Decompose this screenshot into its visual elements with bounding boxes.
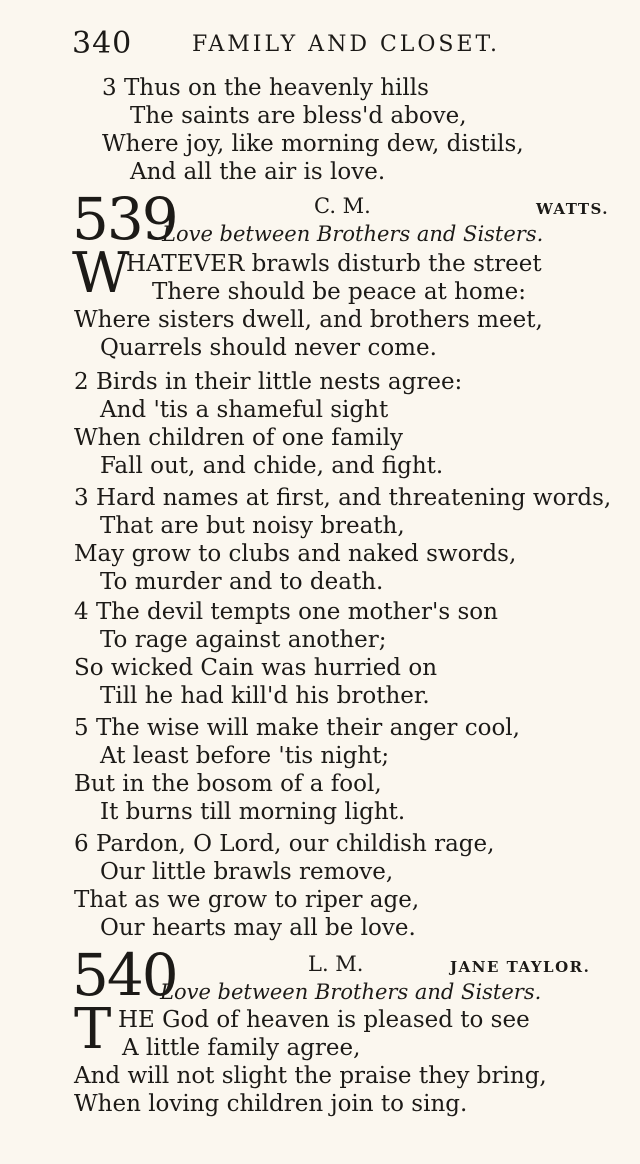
verse-line: And will not slight the praise they bring, bbox=[74, 1063, 547, 1089]
verse-line: When children of one family bbox=[74, 425, 404, 451]
verse-line: 4 The devil tempts one mother's son bbox=[74, 599, 498, 625]
verse-line: Quarrels should never come. bbox=[100, 335, 437, 361]
verse-line: 3 Thus on the heavenly hills bbox=[102, 75, 429, 101]
hymn-meter: L. M. bbox=[308, 952, 364, 976]
verse-line: Where sisters dwell, and brothers meet, bbox=[74, 307, 543, 333]
verse-line: That as we grow to riper age, bbox=[74, 887, 420, 913]
verse-line: Our hearts may all be love. bbox=[100, 915, 416, 941]
verse-line: At least before 'tis night; bbox=[100, 743, 390, 769]
hymn-number: 540 bbox=[72, 941, 177, 1009]
verse-line: To rage against another; bbox=[100, 627, 387, 653]
drop-cap: W bbox=[72, 241, 130, 306]
verse-line: And all the air is love. bbox=[130, 159, 386, 185]
drop-cap: T bbox=[74, 997, 112, 1062]
verse-line: 3 Hard names at first, and threatening words, bbox=[74, 485, 612, 511]
verse-line: Our little brawls remove, bbox=[100, 859, 394, 885]
hymn-author: WATTS. bbox=[536, 200, 610, 218]
verse-line: 6 Pardon, O Lord, our childish rage, bbox=[74, 831, 495, 857]
verse-line: Till he had kill'd his brother. bbox=[100, 683, 430, 709]
hymn-meter: C. M. bbox=[314, 194, 371, 218]
verse-line: But in the bosom of a fool, bbox=[74, 771, 382, 797]
verse-line: And 'tis a shameful sight bbox=[100, 397, 389, 423]
verse-line: A little family agree, bbox=[122, 1035, 361, 1061]
hymn-number: 539 bbox=[72, 185, 177, 253]
verse-line: 5 The wise will make their anger cool, bbox=[74, 715, 520, 741]
verse-line: When loving children join to sing. bbox=[74, 1091, 468, 1117]
verse-line: HATEVER brawls disturb the street bbox=[126, 251, 542, 277]
verse-line: To murder and to death. bbox=[100, 569, 384, 595]
verse-line: There should be peace at home: bbox=[152, 279, 526, 305]
page-header bbox=[72, 26, 612, 66]
verse-line: It burns till morning light. bbox=[100, 799, 406, 825]
verse-line: May grow to clubs and naked swords, bbox=[74, 541, 517, 567]
running-title: FAMILY AND CLOSET. bbox=[192, 32, 500, 57]
page-number: 340 bbox=[72, 26, 133, 61]
verse-line: Where joy, like morning dew, distils, bbox=[102, 131, 524, 157]
verse-line: So wicked Cain was hurried on bbox=[74, 655, 438, 681]
verse-line: 2 Birds in their little nests agree: bbox=[74, 369, 463, 395]
hymn-topic: Love between Brothers and Sisters. bbox=[160, 980, 542, 1004]
verse-line: That are but noisy breath, bbox=[100, 513, 405, 539]
verse-line: HE God of heaven is pleased to see bbox=[118, 1007, 530, 1033]
hymn-topic: Love between Brothers and Sisters. bbox=[162, 222, 544, 246]
verse-line: Fall out, and chide, and fight. bbox=[100, 453, 444, 479]
verse-line: The saints are bless'd above, bbox=[130, 103, 467, 129]
hymn-author: JANE TAYLOR. bbox=[450, 958, 591, 976]
